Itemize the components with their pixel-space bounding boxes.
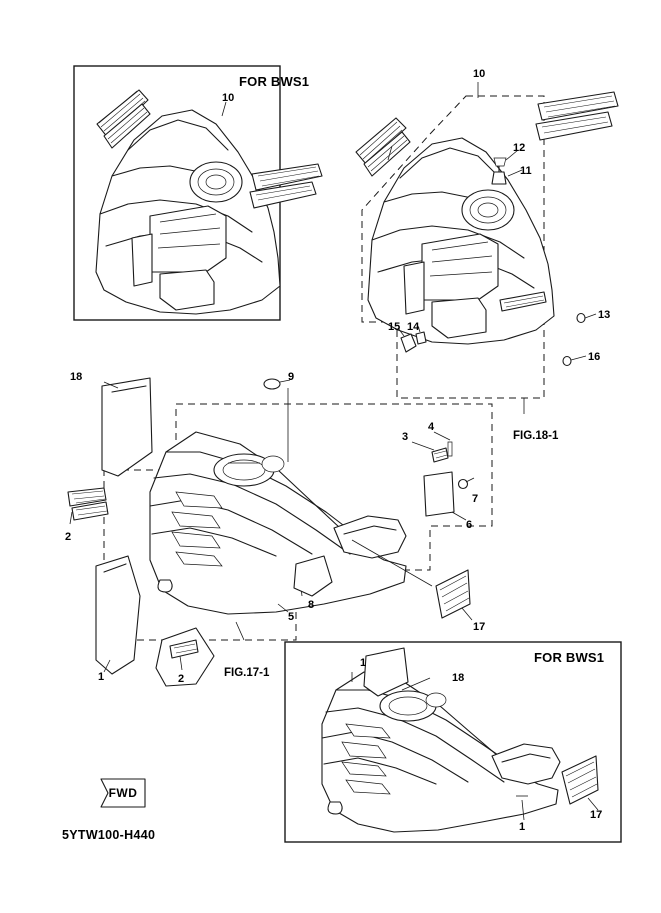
callout-10-left: 10 <box>222 92 235 104</box>
part-14-bracket <box>401 334 416 352</box>
callout-15: 15 <box>388 321 401 333</box>
left-wing-18 <box>102 378 152 476</box>
callout-8: 8 <box>308 599 315 611</box>
callout-11: 11 <box>520 165 532 177</box>
part-12-screw <box>494 158 506 166</box>
top-left-fender-art <box>96 90 322 314</box>
callout-14: 14 <box>407 321 420 333</box>
panel-top-left-title: FOR BWS1 <box>239 74 310 89</box>
callout-1-panel: 1 <box>360 657 367 669</box>
callout-2-left: 2 <box>65 531 72 543</box>
callout-18-panel: 18 <box>452 672 465 684</box>
callout-10-right: 10 <box>473 68 486 80</box>
callout-12: 12 <box>513 142 526 154</box>
top-right-fender-art <box>356 82 618 414</box>
callout-9: 9 <box>288 371 295 383</box>
callout-5: 5 <box>288 611 295 623</box>
callout-3: 3 <box>402 431 409 443</box>
callout-16: 16 <box>588 351 601 363</box>
callout-18-center: 18 <box>70 371 83 383</box>
left-lower-panel-1 <box>96 556 140 674</box>
callout-17-panel: 17 <box>590 809 603 821</box>
callout-6: 6 <box>466 519 473 531</box>
fwd-marker-label: FWD <box>108 786 138 800</box>
figure-ref-18-1: FIG.18-1 <box>513 430 559 442</box>
part-16-fastener <box>563 357 571 366</box>
figure-ref-17-1: FIG.17-1 <box>224 667 270 679</box>
panel-bottom-right-title: FOR BWS1 <box>534 650 605 665</box>
callout-7: 7 <box>472 493 479 505</box>
callout-1-left: 1 <box>98 671 105 683</box>
part-11-cap <box>492 172 506 184</box>
part-15-bracket <box>416 332 426 344</box>
callout-13: 13 <box>598 309 611 321</box>
callout-2-lower: 2 <box>178 673 185 685</box>
callout-4: 4 <box>428 421 435 433</box>
part-13-fastener <box>577 314 585 323</box>
drawing-code: 5YTW100-H440 <box>62 828 156 842</box>
callout-17-center: 17 <box>473 621 486 633</box>
callout-1-bottom: 1 <box>519 821 526 833</box>
fwd-marker <box>100 778 146 808</box>
